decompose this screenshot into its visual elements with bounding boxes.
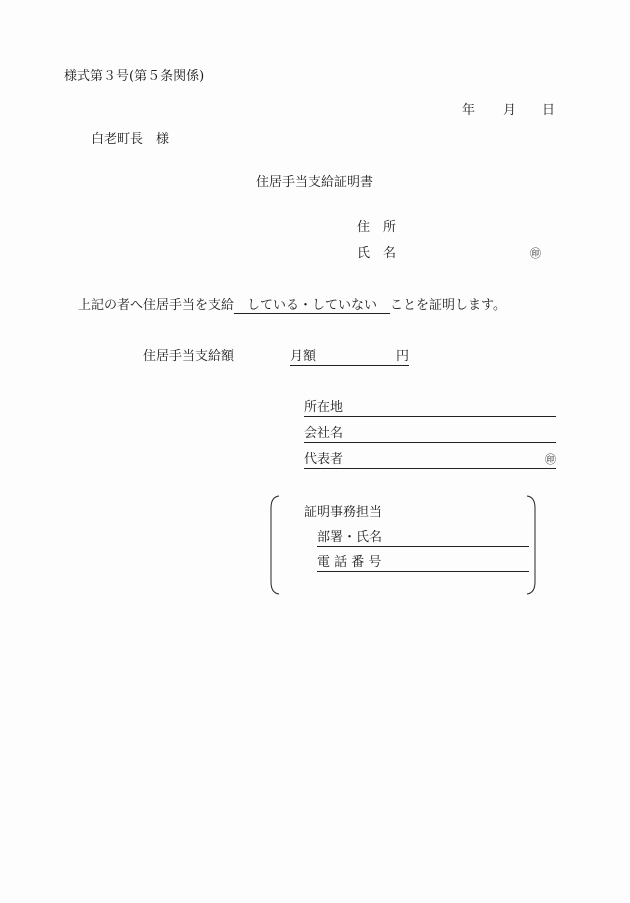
- location-label: 所在地: [304, 400, 344, 415]
- certification-statement: [78, 298, 506, 314]
- phone-field: [317, 555, 529, 572]
- representative-label: 代表者: [304, 452, 344, 467]
- date-month-label: 月: [503, 103, 517, 118]
- address-label: 住 所: [357, 220, 397, 235]
- representative-field: [304, 452, 556, 469]
- department-label: 部署・氏名: [317, 530, 383, 545]
- yen-unit: 円: [395, 349, 409, 364]
- date-year-label: 年: [462, 103, 476, 118]
- form-number: 様式第３号(第５条関係): [64, 69, 205, 84]
- amount-label: 住居手当支給額: [143, 349, 235, 364]
- date-day-label: 日: [542, 103, 556, 118]
- statement-prefix: 上記の者へ住居手当を支給: [78, 298, 235, 313]
- company-label: 会社名: [304, 426, 344, 441]
- seal-icon: ㊞: [545, 453, 556, 466]
- document-title: 住居手当支給証明書: [256, 175, 374, 190]
- statement-suffix: ことを証明します。: [390, 298, 506, 313]
- company-field: [304, 426, 556, 443]
- phone-label: 電 話 番 号: [317, 555, 382, 570]
- seal-icon: ㊞: [530, 247, 541, 260]
- monthly-amount-field: [290, 349, 409, 366]
- location-field: [304, 400, 556, 417]
- left-bracket: [271, 496, 279, 594]
- name-label: 氏 名: [357, 246, 397, 261]
- contact-heading: 証明事務担当: [304, 505, 383, 520]
- monthly-label: 月額: [290, 349, 317, 364]
- addressee: 白老町長 様: [91, 132, 170, 147]
- department-field: [317, 530, 529, 547]
- statement-choice: している・していない: [234, 298, 391, 313]
